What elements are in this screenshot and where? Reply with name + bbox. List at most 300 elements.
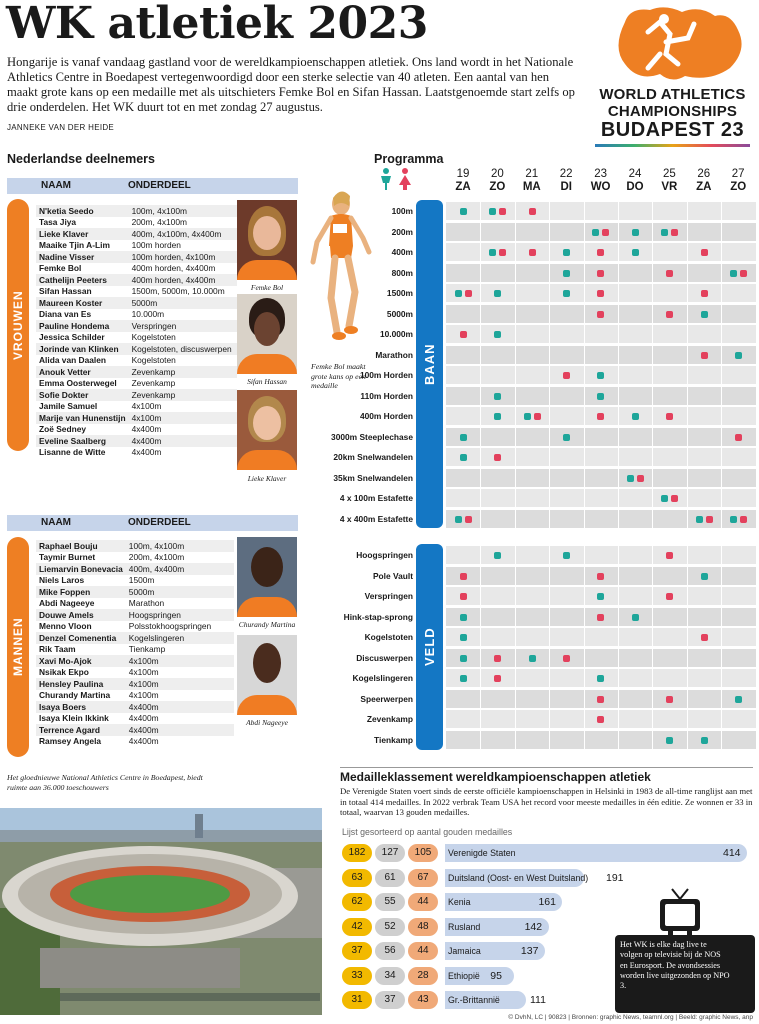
athlete-name: Tasa Jiya <box>39 217 77 228</box>
men-session-marker <box>455 516 462 523</box>
silver-count: 37 <box>375 991 405 1009</box>
column-separator <box>515 202 516 220</box>
photo-abdi-nageeye <box>237 635 297 715</box>
athlete-name: Sofie Dokter <box>36 389 129 401</box>
column-separator <box>618 407 619 425</box>
column-separator <box>549 469 550 487</box>
gold-count: 62 <box>342 893 372 911</box>
men-session-marker <box>563 270 570 277</box>
column-separator <box>549 628 550 646</box>
men-session-marker <box>563 434 570 441</box>
women-session-marker <box>666 413 673 420</box>
men-session-marker <box>730 270 737 277</box>
column-separator <box>515 243 516 261</box>
column-separator <box>515 690 516 708</box>
event-label: 35km Snelwandelen <box>333 472 413 483</box>
table-row <box>36 366 237 378</box>
women-session-marker <box>701 249 708 256</box>
tv-icon <box>658 887 702 937</box>
col-name-header: NAAM <box>41 180 71 191</box>
veld-bar <box>416 544 443 750</box>
men-session-marker <box>460 675 467 682</box>
column-separator <box>480 628 481 646</box>
column-separator <box>687 710 688 728</box>
column-separator <box>652 567 653 585</box>
column-separator <box>584 690 585 708</box>
men-session-marker <box>563 552 570 559</box>
women-session-marker <box>637 475 644 482</box>
column-separator <box>515 608 516 626</box>
column-separator <box>549 202 550 220</box>
column-separator <box>652 731 653 749</box>
total-medals: 191 <box>606 871 624 884</box>
event-label: Kogelstoten <box>364 632 413 642</box>
table-row <box>36 389 237 401</box>
caption-photo-3: Lieke Klaver <box>247 474 287 483</box>
men-sidebar <box>7 537 29 757</box>
athlete-name: Eveline Saalberg <box>36 435 129 447</box>
country-name: Verenigde Staten <box>448 848 516 858</box>
athlete-events: 4x100m <box>126 678 234 690</box>
table-row <box>36 274 237 286</box>
bronze-count: 105 <box>408 844 438 862</box>
column-separator <box>652 690 653 708</box>
column-separator <box>721 325 722 343</box>
athlete-events: 4x100m <box>128 667 159 678</box>
programme-row <box>446 649 756 667</box>
column-separator <box>721 223 722 241</box>
column-separator <box>515 325 516 343</box>
women-session-marker <box>494 655 501 662</box>
bronze-count: 67 <box>408 869 438 887</box>
column-separator <box>584 305 585 323</box>
table-row <box>36 644 234 656</box>
participants-title: Nederlandse deelnemers <box>7 152 155 166</box>
athlete-name: Pauline Hondema <box>36 320 129 332</box>
column-separator <box>687 346 688 364</box>
men-session-marker <box>529 655 536 662</box>
event-label: 1500m <box>386 288 413 298</box>
column-separator <box>480 346 481 364</box>
column-separator <box>652 448 653 466</box>
column-separator <box>480 567 481 585</box>
column-separator <box>618 284 619 302</box>
men-session-marker <box>735 352 742 359</box>
event-label: 10.000m <box>379 329 413 339</box>
women-session-marker <box>701 290 708 297</box>
table-row <box>36 447 237 459</box>
column-separator <box>721 243 722 261</box>
column-separator <box>687 305 688 323</box>
column-separator <box>515 223 516 241</box>
day-header <box>446 168 480 194</box>
athlete-events: Polsstokhoogspringen <box>128 621 212 632</box>
column-separator <box>549 608 550 626</box>
day-number: 26 <box>697 168 711 180</box>
column-separator <box>618 346 619 364</box>
athlete-events: Kogelstoten <box>131 332 176 343</box>
column-separator <box>584 407 585 425</box>
column-separator <box>584 567 585 585</box>
athlete-name: Taymir Burnet <box>39 552 96 563</box>
day-number: 24 <box>628 168 642 180</box>
women-session-marker <box>671 229 678 236</box>
caption-photo-4: Churandy Martina <box>238 620 296 629</box>
column-separator <box>549 284 550 302</box>
column-separator <box>618 567 619 585</box>
column-separator <box>480 428 481 446</box>
athlete-events: 400m, 4x100m, 4x400m <box>129 228 237 240</box>
column-separator <box>549 669 550 687</box>
column-separator <box>721 587 722 605</box>
men-session-marker <box>563 290 570 297</box>
athlete-name: Terrence Agard <box>36 724 126 736</box>
gold-count: 182 <box>342 844 372 862</box>
column-separator <box>549 649 550 667</box>
column-separator <box>549 223 550 241</box>
column-separator <box>480 366 481 384</box>
country-name: Ethiopië <box>448 970 480 981</box>
women-session-marker <box>735 434 742 441</box>
day-number: 21 <box>525 168 539 180</box>
day-weekday: ZO <box>730 181 747 193</box>
table-row <box>36 320 237 332</box>
column-separator <box>549 243 550 261</box>
photo-lieke-klaver <box>237 390 297 470</box>
men-session-marker <box>735 696 742 703</box>
table-row <box>36 713 234 725</box>
col-event-header: ONDERDEEL <box>128 517 191 528</box>
athlete-name: Lisanne de Witte <box>39 447 106 458</box>
column-separator <box>721 608 722 626</box>
men-session-marker <box>632 413 639 420</box>
country-name: Jamaica <box>448 946 481 956</box>
athlete-events: Zevenkamp <box>129 366 237 378</box>
day-header <box>687 168 721 194</box>
event-label: Speerwerpen <box>360 693 413 704</box>
column-separator <box>549 305 550 323</box>
column-separator <box>549 731 550 749</box>
medal-row <box>342 869 755 887</box>
athlete-events: Kogelslingeren <box>126 632 234 644</box>
men-session-marker <box>494 552 501 559</box>
athlete-events: 4x400m <box>126 724 234 736</box>
column-separator <box>618 264 619 282</box>
table-row <box>36 263 237 275</box>
athlete-events: 100m horden <box>131 240 181 251</box>
athlete-name: Anouk Vetter <box>36 366 129 378</box>
column-separator <box>618 669 619 687</box>
column-separator <box>584 608 585 626</box>
gold-count: 31 <box>342 991 372 1009</box>
column-separator <box>687 243 688 261</box>
event-label: Zevenkamp <box>366 714 413 724</box>
stadium-aerial-image <box>0 808 322 1015</box>
veld-label: VELD <box>422 627 437 667</box>
column-separator <box>584 587 585 605</box>
column-separator <box>618 649 619 667</box>
column-separator <box>515 546 516 564</box>
silver-count: 55 <box>375 893 405 911</box>
bronze-count: 48 <box>408 918 438 936</box>
women-session-marker <box>563 372 570 379</box>
table-row <box>36 552 234 564</box>
athlete-name: Jessica Schilder <box>39 332 105 343</box>
athlete-events: 100m, 4x100m <box>126 540 234 552</box>
men-session-marker <box>455 290 462 297</box>
athlete-events: 200m, 4x100m <box>128 552 185 563</box>
men-session-marker <box>494 413 501 420</box>
column-separator <box>515 366 516 384</box>
day-header <box>618 168 652 194</box>
table-row <box>36 598 234 610</box>
athlete-events: 400m horden, 4x400m <box>129 274 237 286</box>
byline: JANNEKE VAN DER HEIDE <box>7 123 115 132</box>
column-separator <box>480 284 481 302</box>
country-name: Kenia <box>448 897 471 907</box>
athlete-events: 4x400m <box>128 713 159 724</box>
event-label: 100m Horden <box>359 370 413 380</box>
day-weekday: VR <box>661 181 678 193</box>
event-label: Kogelslingeren <box>352 673 413 683</box>
women-session-marker <box>666 311 673 318</box>
table-row <box>36 609 234 621</box>
column-separator <box>687 546 688 564</box>
event-label: 5000m <box>386 308 413 319</box>
column-separator <box>618 587 619 605</box>
men-table-header <box>7 515 298 531</box>
table-row <box>36 621 234 633</box>
column-separator <box>584 710 585 728</box>
athlete-events: 4x100m <box>131 401 162 412</box>
column-separator <box>515 649 516 667</box>
women-session-marker <box>597 573 604 580</box>
women-session-marker <box>597 614 604 621</box>
women-table <box>36 205 237 458</box>
column-separator <box>584 346 585 364</box>
column-separator <box>584 325 585 343</box>
table-row <box>36 401 237 413</box>
column-separator <box>515 587 516 605</box>
column-separator <box>480 489 481 507</box>
column-separator <box>480 387 481 405</box>
men-session-marker <box>460 634 467 641</box>
athlete-name: Cathelijn Peeters <box>36 274 129 286</box>
women-session-marker <box>499 208 506 215</box>
athlete-name: Emma Oosterwegel <box>39 378 117 389</box>
table-row <box>36 240 237 252</box>
event-label: 20km Snelwandelen <box>333 452 413 462</box>
day-header <box>480 168 514 194</box>
intro-text: Hongarije is vanaf vandaag gastland voor de wereldkampioenschappen atletiek. Ons land wordt in het Nationale Athletics Centre in Boedapest vertegenwoordigd door een sterke selectie van 40 atleten. Een aantal van hen maakt grote kans op een medaille met als uitschieters Femke Bol en Sifan Hassan. Laatstgenoemde start zelfs op drie onderdelen. Het WK duurt tot en met zondag 27 augustus. <box>7 55 575 114</box>
women-session-marker <box>666 270 673 277</box>
column-separator <box>652 284 653 302</box>
column-separator <box>687 608 688 626</box>
table-row <box>36 563 234 575</box>
athlete-events: Zevenkamp <box>131 378 176 389</box>
column-separator <box>687 587 688 605</box>
women-session-marker <box>597 249 604 256</box>
column-separator <box>721 690 722 708</box>
athlete-name: Churandy Martina <box>39 690 111 701</box>
column-separator <box>721 510 722 528</box>
bronze-count: 44 <box>408 942 438 960</box>
men-session-marker <box>632 229 639 236</box>
column-separator <box>549 428 550 446</box>
column-separator <box>652 305 653 323</box>
column-separator <box>480 407 481 425</box>
column-separator <box>515 510 516 528</box>
athlete-events: Verspringen <box>129 320 237 332</box>
column-separator <box>652 608 653 626</box>
column-separator <box>652 243 653 261</box>
athlete-name: Jorinde van Klinken <box>36 343 129 355</box>
men-session-marker <box>494 290 501 297</box>
programme-row <box>446 223 756 241</box>
column-separator <box>652 669 653 687</box>
column-separator <box>721 731 722 749</box>
day-header <box>515 168 549 194</box>
table-row <box>36 701 234 713</box>
athlete-events: 4x400m <box>126 701 234 713</box>
women-session-marker <box>534 413 541 420</box>
column-separator <box>652 489 653 507</box>
column-separator <box>652 325 653 343</box>
column-separator <box>515 264 516 282</box>
athlete-name: Nsikak Ekpo <box>39 667 89 678</box>
athlete-events: Tienkamp <box>128 644 166 655</box>
column-separator <box>584 489 585 507</box>
gender-legend-icon <box>377 168 417 190</box>
programme-row <box>446 346 756 364</box>
logo-line-1: WORLD ATHLETICS <box>599 86 746 103</box>
column-separator <box>480 223 481 241</box>
column-separator <box>618 710 619 728</box>
medal-title: Medailleklassement wereldkampioenschappen atletiek <box>340 770 651 784</box>
athlete-events: 100m, 4x100m <box>129 205 237 217</box>
silver-count: 52 <box>375 918 405 936</box>
athlete-events: 5000m <box>126 586 234 598</box>
athlete-name: Nadine Visser <box>36 251 129 263</box>
women-label: VROUWEN <box>11 290 25 360</box>
column-separator <box>652 264 653 282</box>
column-separator <box>721 387 722 405</box>
athlete-name: Ramsey Angela <box>39 736 102 747</box>
column-separator <box>618 469 619 487</box>
women-session-marker <box>740 516 747 523</box>
column-separator <box>652 223 653 241</box>
athlete-events: 200m, 4x100m <box>131 217 187 228</box>
column-separator <box>687 366 688 384</box>
column-separator <box>584 546 585 564</box>
column-separator <box>721 407 722 425</box>
baan-label: BAAN <box>422 343 437 385</box>
caption-photo-1: Femke Bol <box>250 283 284 292</box>
athlete-name: Mike Foppen <box>36 586 126 598</box>
total-medals: 137 <box>520 945 539 957</box>
column-separator <box>549 546 550 564</box>
day-header <box>652 168 686 194</box>
medal-subtitle: Lijst gesorteerd op aantal gouden medailles <box>342 827 513 837</box>
programme-row <box>446 489 756 507</box>
wch-logo <box>590 2 755 152</box>
women-session-marker <box>597 311 604 318</box>
column-separator <box>652 710 653 728</box>
column-separator <box>549 366 550 384</box>
table-row <box>36 724 234 736</box>
column-separator <box>480 305 481 323</box>
men-session-marker <box>701 311 708 318</box>
athlete-events: 4x400m <box>131 447 162 458</box>
men-session-marker <box>597 675 604 682</box>
athlete-name: Isaya Boers <box>36 701 126 713</box>
athlete-events: 4x100m <box>126 655 234 667</box>
women-session-marker <box>597 290 604 297</box>
bronze-count: 43 <box>408 991 438 1009</box>
column-separator <box>687 284 688 302</box>
column-separator <box>687 731 688 749</box>
column-separator <box>687 264 688 282</box>
column-separator <box>721 305 722 323</box>
column-separator <box>652 649 653 667</box>
column-separator <box>652 628 653 646</box>
women-session-marker <box>701 352 708 359</box>
athlete-name: Alida van Daalen <box>39 355 107 366</box>
column-separator <box>687 669 688 687</box>
athlete-name: Xavi Mo-Ajok <box>36 655 126 667</box>
women-table-header <box>7 178 298 194</box>
silver-count: 34 <box>375 967 405 985</box>
column-separator <box>515 305 516 323</box>
day-weekday: WO <box>590 181 611 193</box>
day-number: 25 <box>662 168 676 180</box>
column-separator <box>721 669 722 687</box>
column-separator <box>549 489 550 507</box>
event-label: 800m <box>391 267 413 278</box>
athlete-events: 4x100m <box>128 690 159 701</box>
column-separator <box>480 202 481 220</box>
column-separator <box>549 264 550 282</box>
page-title: WK atletiek 2023 <box>6 0 428 49</box>
column-separator <box>618 608 619 626</box>
column-separator <box>652 587 653 605</box>
gold-count: 42 <box>342 918 372 936</box>
column-separator <box>687 223 688 241</box>
column-separator <box>687 325 688 343</box>
column-separator <box>618 325 619 343</box>
column-separator <box>721 649 722 667</box>
table-row <box>36 332 237 344</box>
column-separator <box>652 510 653 528</box>
silver-count: 61 <box>375 869 405 887</box>
men-session-marker <box>460 655 467 662</box>
column-separator <box>687 448 688 466</box>
table-row <box>36 251 237 263</box>
day-header <box>721 168 755 194</box>
table-row <box>36 424 237 436</box>
silver-count: 56 <box>375 942 405 960</box>
bronze-count: 44 <box>408 893 438 911</box>
table-row <box>36 355 237 367</box>
athlete-name: Menno Vloon <box>39 621 92 632</box>
programme-row <box>446 546 756 564</box>
women-session-marker <box>563 655 570 662</box>
event-label: 400m Horden <box>359 411 413 421</box>
men-session-marker <box>592 229 599 236</box>
day-weekday: ZO <box>489 181 506 193</box>
men-session-marker <box>661 229 668 236</box>
table-row <box>36 586 234 598</box>
